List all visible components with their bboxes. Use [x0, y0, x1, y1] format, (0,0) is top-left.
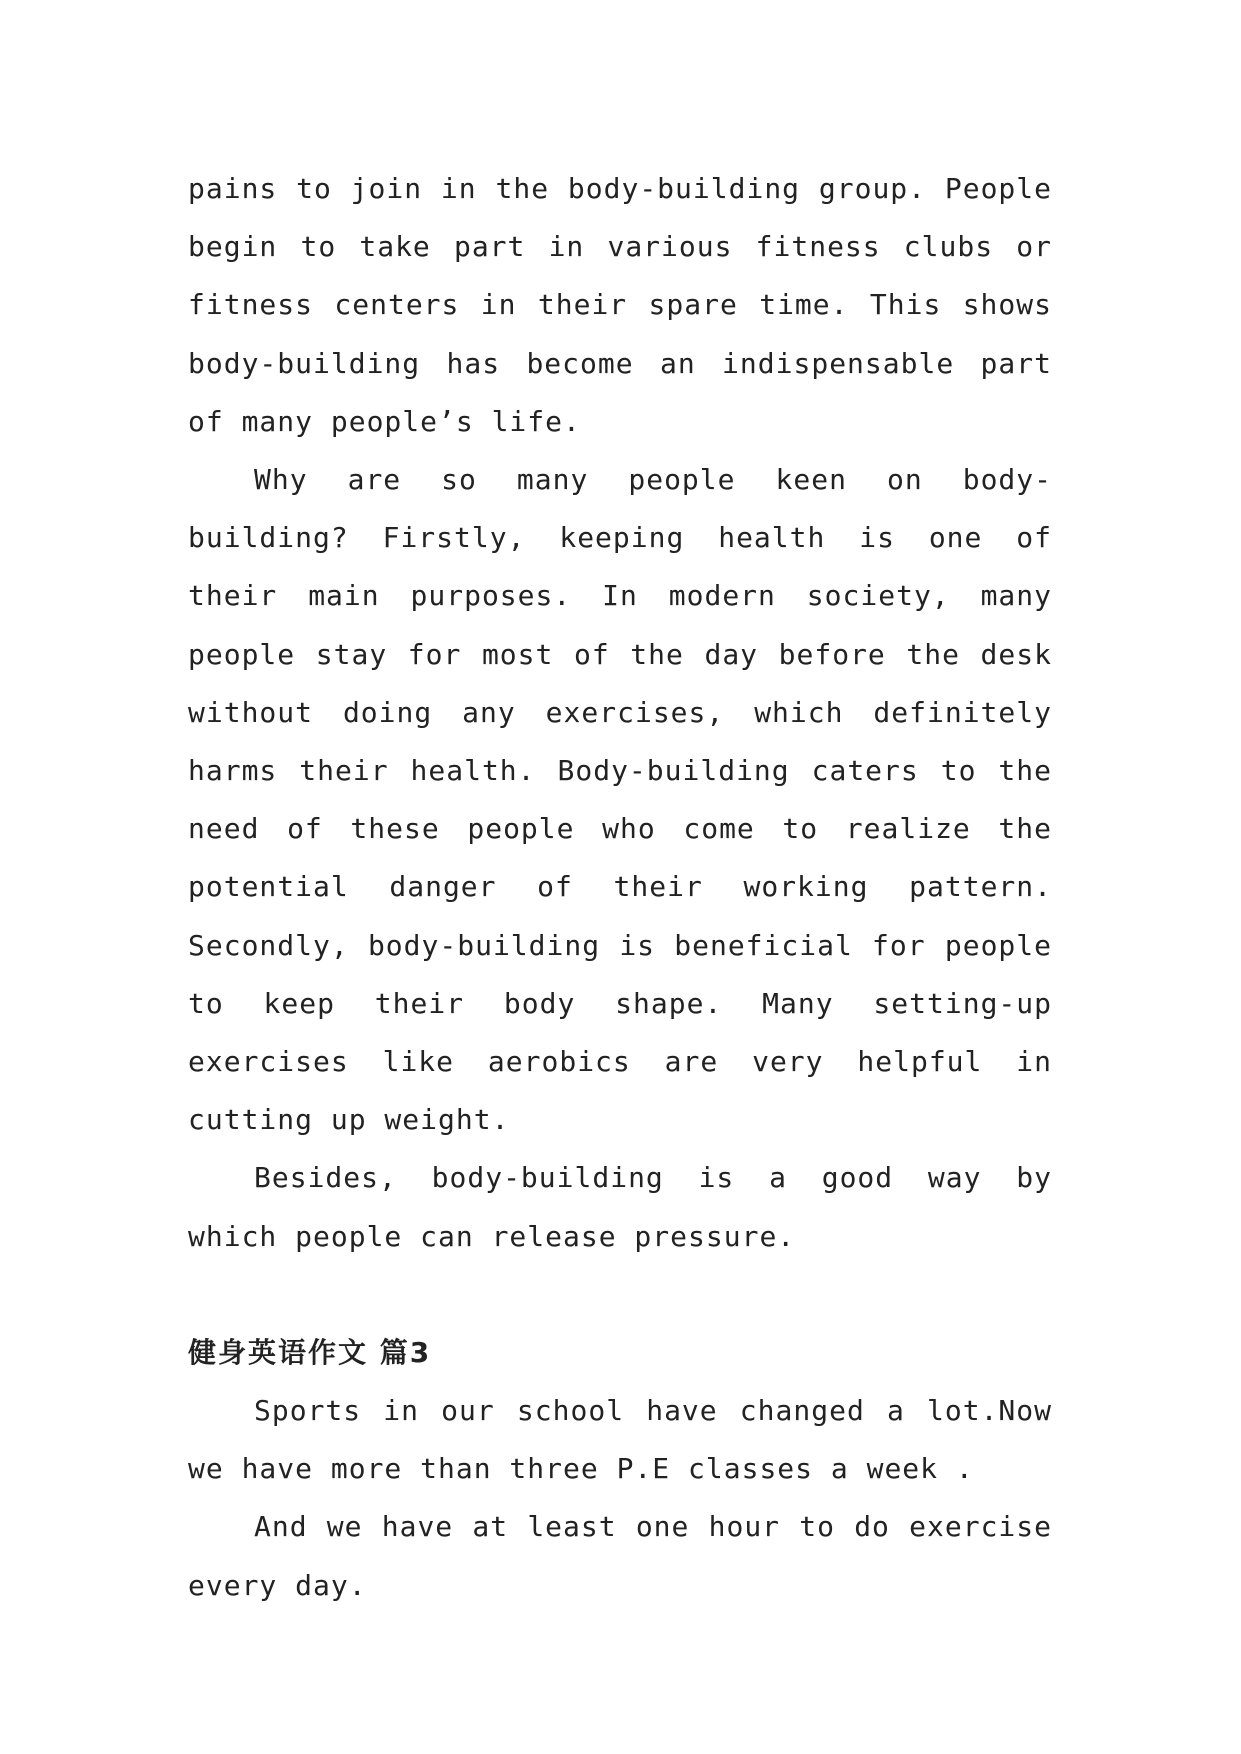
section-heading: 健身英语作文 篇3 — [188, 1335, 432, 1369]
paragraph-pressure: Besides, body-building is a good way by which people can release pressure. — [188, 1161, 1052, 1253]
document-body — [188, 160, 1052, 1615]
paragraph-continuation: pains to join in the body-building group. People begin to take part in various fitness clubs or fitness centers in their spare time. This shows body-building has become an indispensable part of many people’s life. — [188, 172, 1052, 438]
paragraph-sports: Sports in our school have changed a lot.Now we have more than three P.E classes a week . — [188, 1394, 1052, 1486]
section-spacer — [188, 1266, 1052, 1324]
paragraph-exercise: And we have at least one hour to do exercise every day. — [188, 1510, 1052, 1602]
paragraph-reasons: Why are so many people keen on body-building? Firstly, keeping health is one of their main purposes. In modern society, many people stay for most of the day before the desk without doing any exercises, which definitely harms their health. Body-building caters to the need of these people who come to realize the potential danger of their working pattern. Secondly, body-building is beneficial for people to keep their body shape. Many setting-up exercises like aerobics are very helpful in cutting up weight. — [188, 463, 1052, 1137]
